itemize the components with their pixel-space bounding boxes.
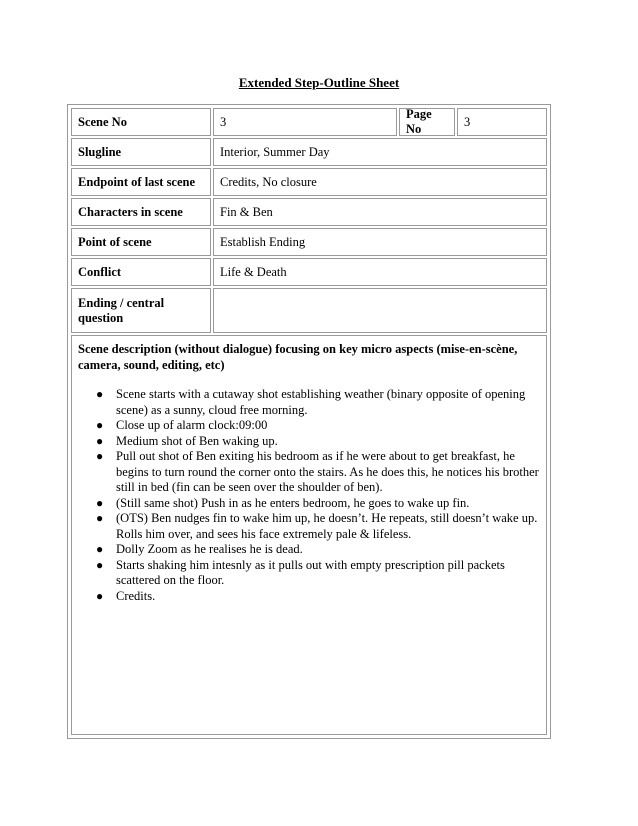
point-of-scene-value: Establish Ending	[213, 228, 547, 256]
endpoint-label: Endpoint of last scene	[71, 168, 211, 196]
list-item-text: (OTS) Ben nudges fin to wake him up, he doesn’t. He repeats, still doesn’t wake up. Rolls him over, and sees his face extremely pale & lifeless.	[116, 511, 538, 541]
list-item	[78, 434, 540, 450]
bullet-icon: ●	[96, 449, 104, 463]
endpoint-value: Credits, No closure	[213, 168, 547, 196]
bullet-icon: ●	[96, 387, 104, 401]
list-item-text: (Still same shot) Push in as he enters bedroom, he goes to wake up fin.	[116, 495, 470, 510]
characters-label: Characters in scene	[71, 198, 211, 226]
list-item	[78, 542, 540, 558]
slugline-label: Slugline	[71, 138, 211, 166]
bullet-icon: ●	[96, 511, 104, 525]
list-item	[78, 558, 540, 589]
step-outline-table	[67, 104, 551, 739]
list-item-text: Dolly Zoom as he realises he is dead.	[116, 542, 303, 556]
scene-description-heading: Scene description (without dialogue) focusing on key micro aspects (mise-en-scène, camera, sound, editing, etc)	[78, 342, 518, 372]
list-item-text: Close up of alarm clock:09:00	[116, 418, 268, 432]
bullet-icon: ●	[96, 557, 104, 572]
list-item-text: Medium shot of Ben waking up.	[116, 433, 278, 448]
bullet-icon: ●	[96, 588, 104, 603]
ending-question-label: Ending / central question	[71, 288, 211, 333]
scene-no-value: 3	[213, 108, 397, 136]
conflict-label: Conflict	[71, 258, 211, 286]
scene-description-cell	[71, 335, 547, 735]
list-item	[78, 496, 540, 512]
conflict-value: Life & Death	[213, 258, 547, 286]
page-no-label: Page No	[399, 108, 455, 136]
page-title: Extended Step-Outline Sheet	[238, 75, 400, 90]
point-of-scene-label: Point of scene	[71, 228, 211, 256]
list-item	[78, 589, 540, 605]
characters-value: Fin & Ben	[213, 198, 547, 226]
list-item-text: Scene starts with a cutaway shot establishing weather (binary opposite of opening scene) as a sunny, cloud free morning.	[116, 387, 526, 417]
scene-description-list	[78, 387, 540, 604]
ending-question-value	[213, 288, 547, 333]
slugline-value: Interior, Summer Day	[213, 138, 547, 166]
bullet-icon: ●	[96, 495, 104, 510]
list-item	[78, 511, 540, 542]
bullet-icon: ●	[96, 433, 104, 448]
list-item	[78, 418, 540, 434]
scene-no-label: Scene No	[71, 108, 211, 136]
bullet-icon: ●	[96, 542, 104, 556]
list-item	[78, 387, 540, 418]
list-item-text: Pull out shot of Ben exiting his bedroom as if he were about to get breakfast, he begins to turn round the corner onto the stairs. As he does this, he notices his brother still in bed (fin can be seen over the shoulder of ben).	[116, 449, 539, 494]
list-item-text: Starts shaking him intesnly as it pulls out with empty prescription pill packets scattered on the floor.	[116, 557, 505, 587]
list-item-text: Credits.	[116, 588, 156, 603]
page-no-value: 3	[457, 108, 547, 136]
bullet-icon: ●	[96, 418, 104, 432]
list-item	[78, 449, 540, 496]
